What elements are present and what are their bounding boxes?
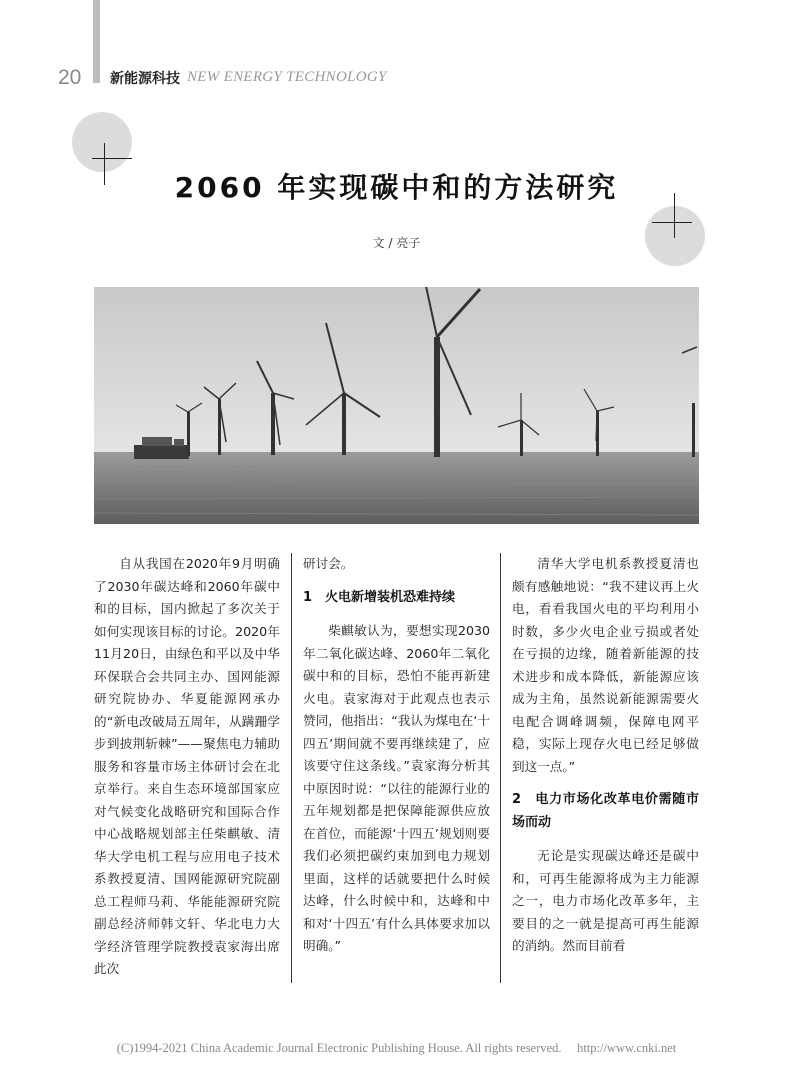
text-column-2 xyxy=(303,553,490,958)
magazine-name-cn: 新能源科技 xyxy=(110,71,180,87)
paragraph: 无论是实现碳达峰还是碳中和，可再生能源将成为主力能源之一，电力市场化改革多年，主要目的之一就是提高可再生能源的消纳。然而目前看 xyxy=(512,848,699,953)
page-number: 20 xyxy=(58,66,82,89)
crosshair-right-horizontal xyxy=(652,222,692,223)
paragraph: 柴麒敏认为，要想实现2030年二氧化碳达峰、2060年二氧化碳中和的目标，恐怕不能再新建火电。袁家海对于此观点也表示赞同，他指出：“我认为煤电在‘十四五’期间就不要再继续建了，应该要守住这条线。”袁家海分析其中原因时说：“以往的能源行业的五年规划都是把保障能源供应放在首位，而能源‘十四五’规划则要我们必须把碳约束加到电力规划里面，这样的话就要把什么时候达峰，什么时候中和，达峰和中和对‘十四五’有什么具体要求加以明确。” xyxy=(303,623,490,953)
column-divider xyxy=(500,553,501,983)
article-title: 2060 年实现碳中和的方法研究 xyxy=(174,171,619,204)
text-column-1 xyxy=(94,553,280,981)
magazine-name-en: NEW ENERGY TECHNOLOGY xyxy=(187,69,387,85)
offshore-wind-turbines-photo xyxy=(94,287,699,524)
column-divider xyxy=(291,553,292,983)
decorative-circle-left xyxy=(72,112,132,172)
text-column-3 xyxy=(512,553,699,958)
paragraph: 清华大学电机系教授夏清也颇有感触地说：“我不建议再上火电，看看我国火电的平均利用小时数，多少火电企业亏损或者处在亏损的边缘，随着新能源的技术进步和成本降低，新能源应该成为主角，虽然说新能源需要火电配合调峰调频，保障电网平稳，实际上现存火电已经足够做到这一点。” xyxy=(512,556,699,774)
section-heading-1: 1 火电新增装机恐难持续 xyxy=(303,589,456,605)
copyright-footer: (C)1994-2021 China Academic Journal Electronic Publishing House. All rights reserved. http://www.cnki.net xyxy=(116,1041,677,1055)
crosshair-left-horizontal xyxy=(92,158,132,159)
article-author: 文 / 亮子 xyxy=(372,236,421,250)
paragraph: 研讨会。 xyxy=(303,556,354,571)
header-accent-bar xyxy=(93,0,100,83)
section-heading-2: 2 电力市场化改革电价需随市场而动 xyxy=(512,792,699,830)
paragraph: 自从我国在2020年9月明确了2030年碳达峰和2060年碳中和的目标，国内掀起了多次关于如何实现该目标的讨论。2020年11月20日，由绿色和平以及中华环保联合会共同主办、国网能源研究院协办、华夏能源网承办的“新电改破局五周年，从蹒跚学步到披荆斩棘”——聚焦电力辅助服务和容量市场主体研讨会在北京举行。来自生态环境部国家应对气候变化战略研究和国际合作中心战略规划部主任柴麒敏、清华大学电机工程与应用电子技术系教授夏清、国网能源研究院副总工程师马莉、华能能源研究院副总经济师韩文轩、华北电力大学经济管理学院教授袁家海出席此次 xyxy=(94,556,280,976)
ship-silhouette xyxy=(134,437,189,459)
